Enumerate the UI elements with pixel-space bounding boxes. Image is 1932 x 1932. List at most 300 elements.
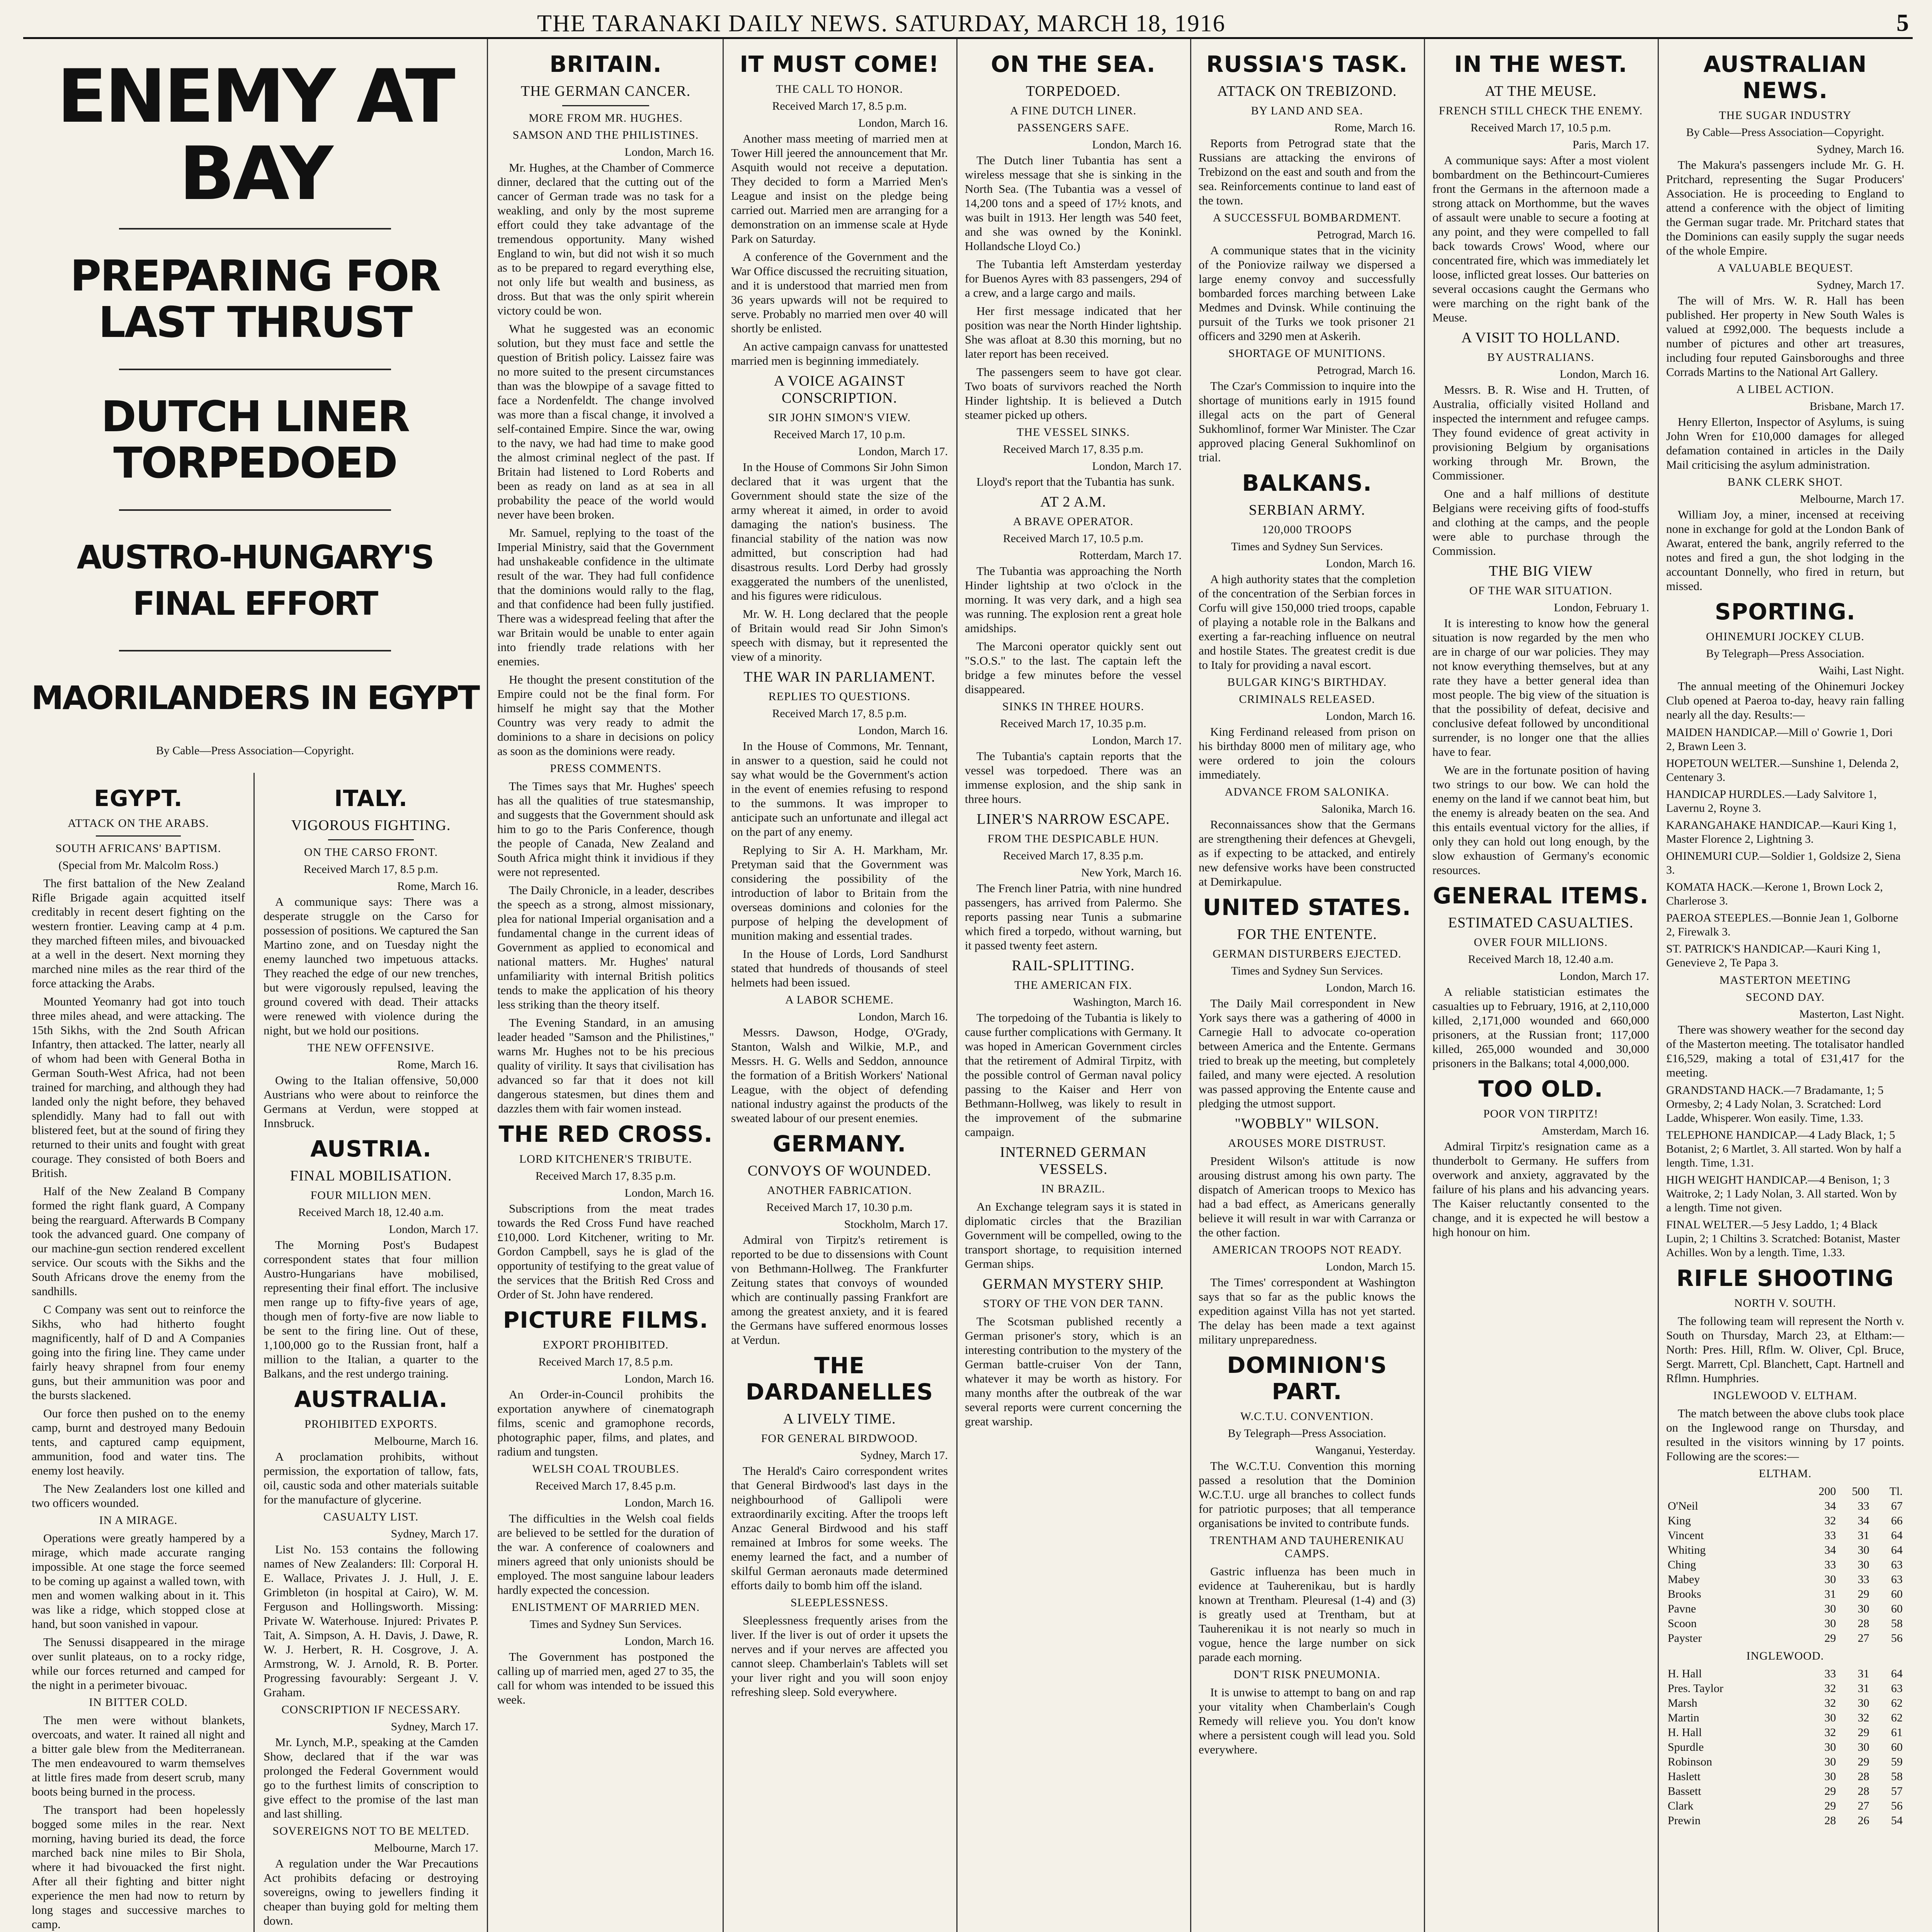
score-cell: 63 [1891, 1573, 1903, 1586]
russia-p7: The Daily Mail correspondent in New York says there was a gathering of 4000 in Carnegie Hall to advocate co-operation between America and the Entente. Germans tried to break up the meeting, but completely failed, and many were ejected. A resolution was passed approving the Entente cause and pledging the utmost support. [1199, 997, 1415, 1110]
score-cell: 63 [1891, 1682, 1903, 1695]
eltham-header-row [1666, 1484, 1904, 1499]
russia-heading: RUSSIA'S TASK. [1206, 51, 1408, 77]
egypt-subcolumn [23, 773, 255, 1932]
holland-heading: A VISIT TO HOLLAND. [1461, 330, 1620, 346]
page-number: 5 [1896, 9, 1909, 36]
score-cell: 27 [1857, 1632, 1869, 1645]
cable-credit: By Cable—Press Association—Copyright. [156, 744, 354, 757]
score-cell: 30 [1824, 1617, 1836, 1630]
serbian-place: London, March 16. [1326, 557, 1415, 570]
interned-sub: IN BRAZIL. [1041, 1182, 1105, 1195]
redcross-sub: LORD KITCHENER'S TRIBUTE. [519, 1153, 692, 1165]
sea-sub2: A FINE DUTCH LINER. [1010, 104, 1137, 117]
headline-maorilanders: MAORILANDERS IN EGYPT [31, 679, 479, 717]
eltham-scores-table [1666, 1484, 1904, 1646]
mystery-heading: GERMAN MYSTERY SHIP. [982, 1276, 1164, 1292]
inglewood-heading: INGLEWOOD. [1746, 1650, 1824, 1662]
bequest-place: Sydney, March 17. [1816, 279, 1904, 291]
austria-sub2: FOUR MILLION MEN. [310, 1189, 432, 1202]
sea-p12: The Scotsman published recently a German prisoner's story, which is an interesting contribution to the mystery of the German battle-cruiser Von der Tann, whatever it may be worth as history. For many months after the outbreak of the war several reports were current concerning the great warship. [965, 1315, 1182, 1428]
liner-heading: LINER'S NARROW ESCAPE. [976, 811, 1170, 827]
russia-p2: A communique states that in the vicinity of the Poniovize railway we dispersed a large enemy convoy and successfully bombarded forces marching between Lake Medmes and Dvinsk. While continuing the pursuit of the Turks we took prisoner 21 officers and 3290 men at Askerih. [1199, 243, 1415, 343]
australia-place: Melbourne, March 16. [374, 1435, 478, 1447]
wctu-telegraph: By Telegraph—Press Association. [1228, 1427, 1386, 1440]
dardanelles-sub1: A LIVELY TIME. [783, 1411, 896, 1427]
table-row [1666, 1681, 1904, 1696]
casualty-p: List No. 153 contains the following names of New Zealanders: Ill: Corporal H. E. Wallace, Privates J. J. Hull, J. E. Grimbleton (in hospital at Cairo), W. M. Ferguson and Hollingsworth. Missing: Private W. Waterhouse. Injured: Privates P. Tait, A. Simpson, A. H. Davis, J. Dawe, R. W. J. Herbert, R. H. Cosgrove, J. A. Armstrong, W. J. Arnold, R. B. Porter. Progressing favourably: Sergeant J. V. Graham. [264, 1543, 478, 1699]
britain-p6: The Daily Chronicle, in a leader, describes the speech as a strong, almost missionary, plea for national Imperial organisation and a fundamental change in the current ideas of Government as applied to economical and national matters. Mr. Hughes' natural unfamiliarity with internal British politics tends to make the application of his theory less striking than the theory itself. [497, 883, 714, 1011]
welsh-received: Received March 17, 8.45 p.m. [535, 1480, 676, 1492]
welsh-heading: WELSH COAL TROUBLES. [532, 1463, 679, 1475]
russia-p6: Reconnaissances show that the Germans are strengthening their defences at Ghevgeli, as if expecting to be attacked, and entirely new defensive works have been constructed at Demirkapulue. [1199, 818, 1415, 888]
bulgar-heading: BULGAR KING'S BIRTHDAY. [1227, 676, 1387, 689]
lead-headlines [23, 39, 487, 765]
britain-sub1: THE GERMAN CANCER. [520, 83, 691, 99]
sea-p7: The Marconi operator quickly sent out "S.O.S." to the last. The captain left the bridge a few minutes before the vessel disappeared. [965, 639, 1182, 696]
mustcome-p1: Another mass meeting of married men at Tower Hill jeered the announcement that Mr. Asquith would not receive a deputation. They decided to form a Married Men's League and insist on the pledge being carried out. Married men are arranging for a demonstration on an immense scale at Hyde Park on Saturday. [731, 132, 948, 245]
score-cell: 29 [1857, 1755, 1869, 1768]
score-cell: 32 [1824, 1514, 1836, 1527]
mustcome-p8: In the House of Lords, Lord Sandhurst stated that hundreds of thousands of steel helmets had been issued. [731, 947, 948, 989]
col-name [1666, 1484, 1804, 1499]
films-place: London, March 16. [624, 1372, 714, 1385]
ohinemuri-heading: OHINEMURI JOCKEY CLUB. [1706, 630, 1865, 643]
egypt-p3: Half of the New Zealand B Company formed the right flank guard, A Company being the rearguard. Afterwards B Company took the advanced guard. One company of our machine-gun section rendered excellent service. Our scouts with the Sikhs and the South Africans drove the enemy from the sandhills. [32, 1184, 245, 1298]
west-p1: A communique says: After a most violent bombardment on the Bethincourt-Cumieres front the Germans in the afternoon made a strong attack on Morthomme, but the waves of assault were unable to secure a footing at any point, and they were compelled to fall back towards Crows' Wood, where our concentrated fire, which was immediately let loose, inflicted great losses. Our batteries on several occasions caught the Germans who were marching on the right bank of the Meuse. [1432, 153, 1649, 324]
wobbly-heading: "WOBBLY" WILSON. [1235, 1116, 1379, 1132]
mustcome-p2: A conference of the Government and the War Office discussed the recruiting situation, and it is understood that married men from 36 years upwards will not be required to serve. Probably no married men over 40 will shortly be enlisted. [731, 250, 948, 335]
score-cell: 33 [1857, 1573, 1869, 1586]
vessel-heading: THE VESSEL SINKS. [1017, 426, 1130, 439]
austria-received: Received March 18, 12.40 a.m. [298, 1206, 444, 1219]
mustcome-p11: The Herald's Cairo correspondent writes that General Birdwood's last days in the neighbourhood of Gallipoli were extraordinarily exciting. After the troops left Anzac General Birdwood and his staff remained at Imbros for some weeks. The enemy learned the fact, and a number of skilful German aeronauts made determined efforts daily to bomb him off the island. [731, 1464, 948, 1592]
score-cell: 64 [1891, 1544, 1903, 1556]
egypt-p1: The first battalion of the New Zealand Rifle Brigade again acquitted itself creditably in recent desert fighting on the western frontier. Leaving camp at 4 p.m. they marched fifteen miles, and bivouacked at a well in the desert. Next morning they marched nine miles as the rear third of the force attacking the Arabs. [32, 876, 245, 990]
headline-enemy-at-bay: ENEMY AT BAY [57, 54, 453, 216]
race-result: KOMATA HACK.—Kerone 1, Brown Lock 2, Charlerose 3. [1666, 881, 1883, 907]
bigview-sub: OF THE WAR SITUATION. [1469, 584, 1612, 597]
aus-p4: William Joy, a miner, incensed at receiving none in exchange for gold at the London Bank of Awarat, entered the bank, angrily referred to the notes and fired a gun, the shot lodging in the accountant Donnelly, who fired in return, but missed. [1666, 508, 1904, 593]
table-row [1666, 1755, 1904, 1769]
race-result: MAIDEN HANDICAP.—Mill o' Gowrie 1, Dori 2, Brawn Leen 3. [1666, 726, 1893, 753]
russia-p3: The Czar's Commission to inquire into the shortage of munitions early in 1915 found illegal acts on the part of General Sukhomlinof, former War Minister. The Czar approved placing General Sukhomlinof on trial. [1199, 379, 1415, 464]
aus-credit: By Cable—Press Association—Copyright. [1686, 126, 1884, 139]
race-result: OHINEMURI CUP.—Soldier 1, Goldsize 2, Siena 3. [1666, 850, 1901, 876]
masterton-place: Masterton, Last Night. [1799, 1008, 1904, 1020]
table-row [1666, 1587, 1904, 1602]
interned-heading: INTERNED GERMAN VESSELS. [1000, 1144, 1147, 1177]
italy-sub1: VIGOROUS FIGHTING. [291, 817, 451, 833]
score-cell: 29 [1824, 1632, 1836, 1645]
austria-sub1: FINAL MOBILISATION. [290, 1168, 452, 1184]
score-cell: 30 [1857, 1558, 1869, 1571]
table-row [1666, 1813, 1904, 1828]
bulgar-place: London, March 16. [1326, 710, 1415, 723]
wctu-heading: W.C.T.U. CONVENTION. [1240, 1410, 1374, 1423]
general-items-heading: GENERAL ITEMS. [1433, 883, 1649, 909]
enlist-heading: ENLISTMENT OF MARRIED MEN. [511, 1601, 700, 1614]
conscription-heading: CONSCRIPTION IF NECESSARY. [281, 1703, 461, 1716]
headline-last-thrust: PREPARING FOR LAST THRUST [70, 251, 440, 347]
score-cell: 28 [1857, 1770, 1869, 1783]
casualties-received: Received March 18, 12.40 a.m. [1468, 953, 1614, 966]
masterton-sub: SECOND DAY. [1745, 991, 1825, 1003]
aus-p1: The Makura's passengers include Mr. G. H. Pritchard, representing the Sugar Producers' Association. He is proceeding to England to attend a conference with the object of limiting the German sugar trade. Mr. Pritchard states that the Dominions can easily supply the sugar needs of the whole Empire. [1666, 158, 1904, 257]
score-cell: 31 [1857, 1529, 1869, 1542]
films-heading: PICTURE FILMS. [503, 1307, 709, 1333]
score-cell: 30 [1857, 1602, 1869, 1615]
russia-column [1190, 39, 1425, 1932]
casualties-heading: ESTIMATED CASUALTIES. [1448, 915, 1634, 931]
pneumonia-heading: DON'T RISK PNEUMONIA. [1233, 1668, 1381, 1681]
russia-p10: The W.C.T.U. Convention this morning passed a resolution that the Dominion W.C.T.U. urge all branches to collect funds for patriotic purposes; that all temperance organisations be invited to contribute funds. [1199, 1459, 1415, 1530]
press-heading: PRESS COMMENTS. [550, 762, 662, 775]
shooter-name: Robinson [1668, 1755, 1713, 1768]
films-sub: EXPORT PROHIBITED. [543, 1338, 669, 1351]
sea-p5: Lloyd's report that the Tubantia has sunk. [976, 475, 1175, 488]
italy-place1: Rome, March 16. [397, 880, 478, 893]
west-sub1: AT THE MEUSE. [1485, 83, 1597, 99]
table-row [1666, 1514, 1904, 1528]
egypt-p8: The Senussi disappeared in the mirage over sunlit plateaus, on to a rocky ridge, while our forces returned and camped for the night in a perimeter bivouac. [32, 1635, 245, 1692]
redcross-heading: THE RED CROSS. [498, 1121, 713, 1147]
score-cell: 29 [1824, 1785, 1836, 1798]
sovereigns-p: A regulation under the War Precautions Act prohibits defacing or destroying sovereigns, owing to jewellers finding it cheaper than buying gold for melting them down. [264, 1857, 478, 1927]
russia-p8: President Wilson's attitude is now arousing distrust among his own party. The dispatch of American troops to Mexico has had a bad effect, as Americans generally believe it will result in war with Carranza or the other faction. [1199, 1154, 1415, 1239]
germany-place: Stockholm, March 17. [844, 1218, 948, 1231]
mystery-sub: STORY OF THE VON DER TANN. [983, 1297, 1163, 1310]
score-cell: 33 [1824, 1558, 1836, 1571]
egypt-sub4: IN BITTER COLD. [89, 1696, 188, 1709]
table-row [1666, 1572, 1904, 1587]
shooter-name: Pavne [1668, 1602, 1696, 1615]
west-p4: It is interesting to know how the general situation is now regarded by the men who are in charge of our war policies. They may not know everything themselves, but at any rate they have a better general idea than most people. The big view of the situation is that the possibility of defeat, decisive and conclusive defeat followed by unconditional surrender, is no longer one that the allies have to fear. [1432, 616, 1649, 759]
am-sub: A BRAVE OPERATOR. [1013, 515, 1134, 528]
egypt-heading: EGYPT. [94, 785, 183, 811]
score-cell: 32 [1824, 1726, 1836, 1739]
sea-p1: The Dutch liner Tubantia has sent a wireless message that she is sinking in the North Sea. (The Tubantia was a vessel of 14,200 tons and a speed of 17½ knots, and was built in 1913. Her length was 540 feet, and she was owned by the Koninkl. Hollandsche Lloyd Co.) [965, 153, 1182, 253]
sea-p2: The Tubantia left Amsterdam yesterday for Buenos Ayres with 83 passengers, 294 of a crew, and a large cargo and mails. [965, 257, 1182, 299]
table-row [1666, 1558, 1904, 1572]
films-received: Received March 17, 8.5 p.m. [538, 1355, 673, 1368]
score-cell: 66 [1891, 1514, 1903, 1527]
score-cell: 30 [1824, 1770, 1836, 1783]
score-cell: 58 [1891, 1617, 1903, 1630]
italy-p1: A communique says: There was a desperate struggle on the Carso for possession of positions. We captured the San Martino zone, and on Tuesday night the enemy launched two impetuous attacks. They reached the edge of our new trenches, but were vigorously repulsed, leaving the ground covered with dead. Their attacks were renewed with violence during the night, but we hold our positions. [264, 895, 478, 1037]
britain-p10: The difficulties in the Welsh coal fields are believed to be settled for the duration of the war. A conference of coalowners and miners agreed that only unionists should be employed. The most sanguine labour leaders hardly expected the concession. [497, 1512, 714, 1597]
score-cell: 30 [1824, 1602, 1836, 1615]
headline-austro-hungary: AUSTRO-HUNGARY'S FINAL EFFORT [77, 538, 434, 622]
holland-place: London, March 16. [1560, 368, 1649, 381]
us-place: London, March 16. [1326, 981, 1415, 994]
bank-heading: BANK CLERK SHOT. [1728, 476, 1843, 488]
score-cell: 31 [1857, 1667, 1869, 1680]
table-row [1666, 1543, 1904, 1558]
sea-p8: The Tubantia's captain reports that the vessel was torpedoed. There was an immense explosion, and the ship sank in three hours. [965, 749, 1182, 806]
inglewood-eltham-heading: INGLEWOOD V. ELTHAM. [1713, 1389, 1857, 1402]
australian-news-column [1658, 39, 1913, 1932]
table-row [1666, 1711, 1904, 1725]
shooter-name: Ching [1668, 1558, 1696, 1571]
west-sub2: FRENCH STILL CHECK THE ENEMY. [1439, 104, 1643, 117]
west-p5: We are in the fortunate position of having two strings to our bow. We can hold the enemy on the land if we cannot beat him, but the enemy is already beaten on the sea. And this entails eventual victory for the allies, if only they can hold out long enough, by the slow exhaustion of Germany's economic resources. [1432, 763, 1649, 877]
australia-sub1: PROHIBITED EXPORTS. [304, 1418, 437, 1430]
score-cell: 28 [1857, 1617, 1869, 1630]
am-received: Received March 17, 10.5 p.m. [1003, 532, 1144, 545]
egypt-sub3: IN A MIRAGE. [99, 1514, 178, 1527]
wobbly-sub: AROUSES MORE DISTRUST. [1228, 1137, 1386, 1150]
score-cell: 60 [1891, 1588, 1903, 1600]
mustcome-p6: In the House of Commons, Mr. Tennant, in answer to a question, said he could not say what would be the Government's action in the event of enemies refusing to respond to the summons. It was improper to anticipate such an unfortunate and illegal act on the part of any enemy. [731, 739, 948, 838]
score-cell: 59 [1891, 1755, 1903, 1768]
bigview-place: London, February 1. [1554, 601, 1649, 614]
too-old-heading: TOO OLD. [1478, 1076, 1603, 1102]
italy-received1: Received March 17, 8.5 p.m. [303, 863, 439, 876]
race-result: HOPETOUN WELTER.—Sunshine 1, Delenda 2, Centenary 3. [1666, 757, 1899, 784]
score-cell: 54 [1891, 1814, 1903, 1827]
col-total: Tl. [1889, 1485, 1903, 1498]
west-p7: Admiral Tirpitz's resignation came as a thunderbolt to Germany. He suffers from overwork and anxiety, aggravated by the failure of his plans and his advancing years. The Kaiser reluctantly consented to the change, and it is expected he will bestow a high honour on him. [1432, 1139, 1649, 1239]
table-row [1666, 1740, 1904, 1755]
mustcome-p4: In the House of Commons Sir John Simon declared that it was urgent that the Government should state the size of the army whereat it aimed, in order to avoid damaging the nation's business. The financial stability of the nation was now admitted, but conscription had had disastrous results. Lord Derby had grossly exaggerated the numbers of the unenlisted, and his figures were ridiculous. [731, 460, 948, 602]
dardanelles-sub2: FOR GENERAL BIRDWOOD. [761, 1432, 918, 1445]
sleep-heading: SLEEPLESSNESS. [790, 1596, 889, 1609]
west-heading: IN THE WEST. [1454, 51, 1628, 77]
col-500: 500 [1852, 1485, 1869, 1498]
sinks-heading: SINKS IN THREE HOURS. [1002, 700, 1145, 713]
russia-place1: Rome, March 16. [1334, 121, 1415, 134]
must-come-column [723, 39, 957, 1932]
mustcome-p5: Mr. W. H. Long declared that the people of Britain would read Sir John Simon's speech with dismay, but it represented the view of a minority. [731, 607, 948, 663]
table-row [1666, 1631, 1904, 1646]
shooter-name: Whiting [1668, 1544, 1706, 1556]
britain-p1: Mr. Hughes, at the Chamber of Commerce dinner, declared that the cutting out of the cancer of German trade was no task for a weakling, and only by the most supreme effort could they take advantage of the tremendous opportunity. Many wished England to win, but did not wish it so much as to be prepared to regard everything else, not only life but wealth and business, as dross. But that was the only spirit wherein victory could be won. [497, 161, 714, 317]
aus-p6: There was showery weather for the second day of the Masterton meeting. The totalisator handled £16,529, making a total of £31,417 for the meeting. [1666, 1023, 1904, 1079]
race-result: PAEROA STEEPLES.—Bonnie Jean 1, Golborne 2, Firewalk 3. [1666, 912, 1898, 938]
bombardment-place: Petrograd, March 16. [1317, 228, 1415, 241]
sea-column [956, 39, 1191, 1932]
shooter-name: Pres. Taylor [1668, 1682, 1723, 1695]
mustcome-p10: Admiral von Tirpitz's retirement is reported to be due to dissensions with Count von Bethmann-Hollweg. The Frankfurter Zeitung states that convoys of wounded which are continually passing Frankfort are among the greatest anxiety, and it is feared the Germans have suffered enormous losses at Verdun. [731, 1233, 948, 1347]
us-service: Times and Sydney Sun Services. [1231, 964, 1383, 977]
liner-place: New York, March 16. [1081, 866, 1182, 879]
too-old-place: Amsterdam, March 16. [1541, 1124, 1649, 1137]
west-place1: Paris, March 17. [1572, 138, 1649, 151]
shooter-name: Scoon [1668, 1617, 1697, 1630]
score-cell: 29 [1824, 1799, 1836, 1812]
russia-p4: A high authority states that the completion of the concentration of the Serbian forces in Corfu will give 150,000 tried troops, capable of playing a notable role in the Balkans and exerting a far-reaching influence on neutral and hostile States. The greatest credit is due to Italy for providing a naval escort. [1199, 572, 1415, 672]
score-cell: 27 [1857, 1799, 1869, 1812]
shortage-place: Petrograd, March 16. [1317, 364, 1415, 377]
redcross-place: London, March 16. [624, 1187, 714, 1199]
germany-heading: GERMANY. [772, 1131, 906, 1157]
war-parliament-heading: THE WAR IN PARLIAMENT. [743, 669, 935, 685]
shooter-name: Payster [1668, 1632, 1702, 1645]
italy-place2: Rome, March 16. [397, 1058, 478, 1071]
egypt-sub2: SOUTH AFRICANS' BAPTISM. [55, 842, 221, 855]
west-column [1424, 39, 1659, 1932]
austria-p: The Morning Post's Budapest correspondent states that four million Austro-Hungarians have mobilised, representing their final effort. The inclusive men range up to fifty-five years of age, though men of forty-five are now liable to be sent to the firing line. Out of these, 1,100,000 go to the Russian front, half a million to the Italian, a quarter to the Balkans, and the rest undergo training. [264, 1238, 478, 1380]
serbian-sub: 120,000 TROOPS [1262, 523, 1352, 536]
labor-heading: A LABOR SCHEME. [785, 993, 894, 1006]
score-cell: 28 [1824, 1814, 1836, 1827]
mustcome-received1: Received March 17, 8.5 p.m. [772, 100, 907, 112]
russia-p9: The Times' correspondent at Washington says that so far as the public knows the expedition against Villa has not yet started. The delay has been made a text against military unpreparedness. [1199, 1276, 1415, 1346]
britain-p4: He thought the present constitution of the Empire could not be the final form. For himself he might say that the Mother Country was very ready to admit the dominions to a share in decisions on policy as soon as the dominions were ready. [497, 673, 714, 758]
australia-heading: AUSTRALIA. [294, 1386, 448, 1412]
bombardment-heading: A SUCCESSFUL BOMBARDMENT. [1213, 211, 1401, 224]
race-result: GRANDSTAND HACK.—7 Bradamante, 1; 5 Ormesby, 2; 4 Lady Nolan, 3. Scratched: Lord Ladde, Whisperer. Won easily. Time, 1.33. [1666, 1084, 1884, 1124]
race-result: HIGH WEIGHT HANDICAP.—4 Benison, 1; 3 Waitroke, 2; 1 Lady Nolan, 3. All started. Won by a length. Time not given. [1666, 1173, 1897, 1214]
west-p6: A reliable statistician estimates the casualties up to February, 1916, at 2,110,000 killed, 2,171,000 wounded and 660,000 prisoners, at the Russian front; 117,000 killed, 265,000 wounded and 30,000 prisoners in the Balkans; total 4,000,000. [1432, 985, 1649, 1070]
libel-heading: A LIBEL ACTION. [1736, 383, 1834, 396]
italy-subcolumn [255, 773, 487, 1932]
britain-p5: The Times says that Mr. Hughes' speech has all the qualities of true statesmanship, and suggests that the Government should ask him to go to the Paris Conference, though the people of Canada, New Zealand and South Africa might think it invidious if they were not represented. [497, 779, 714, 879]
mustcome-p7: Replying to Sir A. H. Markham, Mr. Pretyman said that the Government was considering the possibility of the introduction of labor to Britain from the overseas dominions and colonies for the purpose of helping the development of munition making and essential trades. [731, 843, 948, 942]
mustcome-p3: An active campaign canvass for unattested married men is beginning immediately. [731, 340, 948, 367]
germany-received: Received March 17, 10.30 p.m. [766, 1201, 913, 1214]
shooter-name: King [1668, 1514, 1691, 1527]
britain-place1: London, March 16. [624, 146, 714, 158]
score-cell: 67 [1891, 1500, 1903, 1512]
mustcome-heading: IT MUST COME! [740, 51, 939, 77]
score-cell: 26 [1857, 1814, 1869, 1827]
table-row [1666, 1725, 1904, 1740]
rifle-heading: RIFLE SHOOTING [1676, 1265, 1894, 1291]
am-place: Rotterdam, March 17. [1079, 549, 1182, 562]
sea-sub3: PASSENGERS SAFE. [1017, 121, 1129, 134]
shooter-name: Spurdle [1668, 1741, 1704, 1753]
sea-p9: The French liner Patria, with nine hundred passengers, has arrived from Palermo. She reports passing near Tunis a submarine which fired a torpedo, without warning, but it passed twenty feet astern. [965, 881, 1182, 952]
casualties-sub: OVER FOUR MILLIONS. [1474, 936, 1608, 949]
score-cell: 29 [1857, 1726, 1869, 1739]
shooter-name: Brooks [1668, 1588, 1701, 1600]
us-sub: FOR THE ENTENTE. [1237, 926, 1377, 942]
egypt-p6: The New Zealanders lost one killed and two officers wounded. [32, 1482, 245, 1510]
sovereigns-place: Melbourne, March 17. [374, 1842, 478, 1854]
score-cell: 34 [1824, 1500, 1836, 1512]
holland-sub: BY AUSTRALIANS. [1487, 351, 1595, 364]
sea-p3: Her first message indicated that her position was near the North Hinder lightship. She was afloat at 8.30 this morning, but no later report has been received. [965, 304, 1182, 361]
casualties-place: London, March 17. [1560, 970, 1649, 983]
conscription-p: Mr. Lynch, M.P., speaking at the Camden Show, declared that if the war was prolonged the Federal Government would go to the furthest limits of conscription to give effect to the promise of the last man and last shilling. [264, 1735, 478, 1820]
britain-p9: An Order-in-Council prohibits the exportation anywhere of cinematograph films, scenic and gramophone records, photographic paper, films, and plates, and radium and tungsten. [497, 1388, 714, 1458]
balkans-heading: BALKANS. [1242, 470, 1372, 496]
britain-p8: Subscriptions from the meat trades towards the Red Cross Fund have reached £10,000. Lord Kitchener, writing to Mr. Gordon Campbell, says he is glad of the opportunity of testifying to the great value of the services that the British Red Cross and Order of St. John have rendered. [497, 1202, 714, 1301]
table-row [1666, 1616, 1904, 1631]
russia-sub1: ATTACK ON TREBIZOND. [1217, 83, 1397, 99]
russia-sub2: BY LAND AND SEA. [1251, 104, 1363, 117]
race-result: KARANGAHAKE HANDICAP.—Kauri King 1, Master Florence 2, Lightning 3. [1666, 819, 1896, 845]
enlist-sub: Times and Sydney Sun Services. [529, 1618, 682, 1631]
west-received1: Received March 17, 10.5 p.m. [1470, 121, 1611, 134]
score-cell: 29 [1857, 1588, 1869, 1600]
score-cell: 30 [1824, 1711, 1836, 1724]
salonika-place: Salonika, March 16. [1321, 803, 1415, 815]
mustcome-sub1: THE CALL TO HONOR. [776, 83, 903, 95]
britain-column [489, 39, 724, 1932]
score-cell: 34 [1824, 1544, 1836, 1556]
masterton-heading: MASTERTON MEETING [1719, 974, 1851, 986]
war-parliament-sub: REPLIES TO QUESTIONS. [768, 690, 911, 703]
libel-place: Brisbane, March 17. [1810, 400, 1904, 413]
sinks-received: Received March 17, 10.35 p.m. [1000, 717, 1146, 730]
vessel-place: London, March 17. [1092, 460, 1182, 473]
table-row [1666, 1696, 1904, 1711]
bulgar-sub: CRIMINALS RELEASED. [1239, 693, 1375, 706]
britain-sub3: SAMSON AND THE PHILISTINES. [512, 129, 699, 141]
welsh-place: London, March 16. [624, 1497, 714, 1509]
britain-heading: BRITAIN. [549, 51, 662, 77]
voice-heading: A VOICE AGAINST CONSCRIPTION. [774, 373, 905, 406]
score-cell: 28 [1857, 1785, 1869, 1798]
aus-p7: The following team will represent the North v. South on Thursday, March 23, at Eltham:—North: Pres. Hill, Rflm. W. Oliver, Cpl. Bruce, Sergt. Marrett, Cpl. Blanchett, Capt. Hartnell and Rflmn. Humphries. [1666, 1314, 1904, 1385]
mustcome-p12: Sleeplessness frequently arises from the liver. If the liver is out of order it upsets the nerves and if your nerves are affected you cannot sleep. Chamberlain's Tablets will set your liver right and you will soon enjoy refreshing sleep. Sold everywhere. [731, 1614, 948, 1699]
score-cell: 33 [1824, 1529, 1836, 1542]
russia-p1: Reports from Petrograd state that the Russians are attacking the environs of Trebizond on the east and south and from the sea. Reinforcements continue to land east of the town. [1199, 136, 1415, 207]
shooter-name: Martin [1668, 1711, 1699, 1724]
sovereigns-heading: SOVEREIGNS NOT TO BE MELTED. [272, 1825, 469, 1837]
score-cell: 30 [1857, 1741, 1869, 1753]
score-cell: 57 [1891, 1785, 1903, 1798]
sea-p10: The torpedoing of the Tubantia is likely to cause further complications with Germany. It was hoped in American Government circles that the retirement of Admiral Tirpitz, with the possible control of German naval policy passing to the Kaiser and Herr von Bethmann-Hollweg, was likely to result in the improvement of the submarine campaign. [965, 1011, 1182, 1139]
masthead [23, 7, 1913, 39]
bank-place: Melbourne, March 17. [1800, 493, 1904, 505]
sea-sub1: TORPEDOED. [1026, 83, 1121, 99]
table-row [1666, 1602, 1904, 1616]
liner-received: Received March 17, 8.35 p.m. [1003, 849, 1144, 862]
egypt-p5: Our force then pushed on to the enemy camp, burnt and destroyed many Bedouin tents, and captured camp equipment, ammunition, food and water tins. The enemy lost heavily. [32, 1406, 245, 1477]
race-result: HANDICAP HURDLES.—Lady Salvitore 1, Lavernu 2, Royne 3. [1666, 788, 1877, 815]
shooter-name: Marsh [1668, 1697, 1697, 1709]
score-cell: 30 [1857, 1544, 1869, 1556]
britain-p2: What he suggested was an economic solution, but they must face and settle the question of British policy. Laissez faire was no more suited to the present circumstances than was the blowpipe of a savage fitted to face a Nordenfeldt. The change involved was more than a fiscal change, it involved a self-contained Empire. Since the war, owing to the navy, we had had time to make good the almost criminal neglect of the past. If Britain had listened to Lord Roberts and been as ready on land as at sea in all probability the peace of the world would never have been broken. [497, 322, 714, 521]
am-heading: AT 2 A.M. [1040, 494, 1106, 510]
aus-place1: Sydney, March 16. [1816, 143, 1904, 156]
eltham-heading: ELTHAM. [1759, 1467, 1812, 1480]
labor-place: London, March 16. [858, 1010, 948, 1023]
ohinemuri-place: Waihi, Last Night. [1819, 664, 1904, 677]
egypt-p10: The transport had been hopelessly bogged some miles in the rear. Next morning, having buried its dead, the force marched back nine miles to Bir Shola, where it had bivouacked the first night. After all their fighting and bitter night experience the men had now to return by long stages and successive marches to camp. [32, 1803, 245, 1931]
race-result: FINAL WELTER.—5 Jesy Laddo, 1; 4 Black Lupin, 2; 1 Chiltins 3. Scratched: Botanist, Master Achilles. Won by a length. Time, 1.33. [1666, 1218, 1900, 1259]
table-row [1666, 1799, 1904, 1813]
italy-sub3: THE NEW OFFENSIVE. [307, 1041, 435, 1054]
serbian-heading: SERBIAN ARMY. [1248, 502, 1366, 518]
score-cell: 32 [1857, 1711, 1869, 1724]
dominion-heading: DOMINION'S PART. [1227, 1352, 1387, 1405]
voice-sub: SIR JOHN SIMON'S VIEW. [768, 411, 911, 424]
table-row [1666, 1499, 1904, 1514]
lead-column [23, 39, 488, 1932]
sea-place1: London, March 16. [1092, 138, 1182, 151]
trentham-heading: TRENTHAM AND TAUHERENIKAU CAMPS. [1209, 1534, 1405, 1560]
wctu-place: Wanganui, Yesterday. [1315, 1444, 1415, 1457]
sea-p6: The Tubantia was approaching the North Hinder lightship at two o'clock in the morning. It was very dark, and a high sea was running. The explosion rent a great hole amidships. [965, 564, 1182, 635]
russia-p5: King Ferdinand released from prison on his birthday 8000 men of military age, who were ordered to join the colours immediately. [1199, 725, 1415, 781]
mustcome-p9: Messrs. Dawson, Hodge, O'Grady, Stanton, Walsh and Wilkie, M.P., and Messrs. H. G. Wells and Seddon, announce the formation of a British Workers' National League, with the object of defending national industry against the products of the sweated labour of our present enemies. [731, 1026, 948, 1125]
troops-place: London, March 15. [1326, 1260, 1415, 1273]
egypt-p7: Operations were greatly hampered by a mirage, which made accurate ranging impossible. At one stage the force seemed to be coming up against a walled town, with men and women walking about in it. This was like a ridge, which stopped close at hand, but soon vanished in vapour. [32, 1531, 245, 1631]
italy-sub2: ON THE CARSO FRONT. [304, 846, 438, 859]
table-row [1666, 1769, 1904, 1784]
masthead-title: THE TARANAKI DAILY NEWS. SATURDAY, MARCH 18, 1916 [537, 10, 1226, 37]
rail-place: Washington, March 16. [1073, 996, 1182, 1009]
score-cell: 30 [1824, 1741, 1836, 1753]
shooter-name: Bassett [1668, 1785, 1701, 1798]
inglewood-scores-table [1666, 1667, 1904, 1828]
aus-sub1: THE SUGAR INDUSTRY [1719, 109, 1852, 122]
